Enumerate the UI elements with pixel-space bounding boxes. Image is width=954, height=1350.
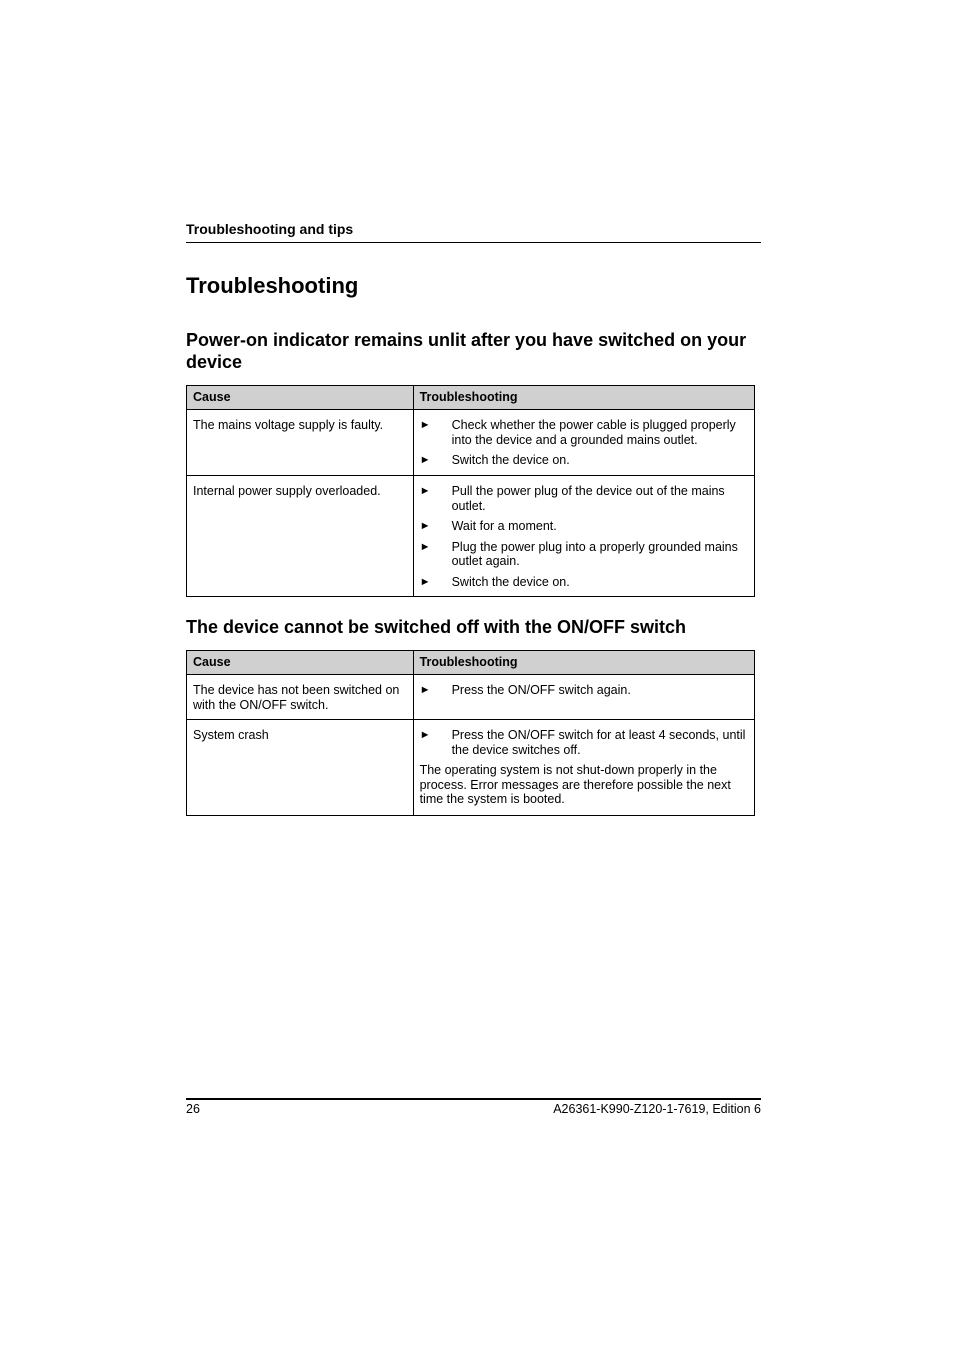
cause-cell: Internal power supply overloaded. xyxy=(187,476,414,597)
step-text: Press the ON/OFF switch for at least 4 seconds, until the device switches off. xyxy=(451,728,746,757)
note-text: The operating system is not shut-down properly in the process. Error messages are therefore possible the next time the system is booted. xyxy=(419,763,731,806)
table-header-row xyxy=(187,386,755,410)
step-item xyxy=(420,728,748,757)
steps-cell xyxy=(413,410,754,476)
running-footer xyxy=(186,1098,761,1116)
table-header-row xyxy=(187,651,755,675)
running-header: Troubleshooting and tips xyxy=(186,221,761,243)
arrow-bullet-icon: ► xyxy=(419,419,431,431)
table-row xyxy=(187,675,755,720)
column-header-cause: Cause xyxy=(187,386,414,410)
table-row xyxy=(187,476,755,597)
step-item xyxy=(420,519,748,534)
document-id: A26361-K990-Z120-1-7619, Edition 6 xyxy=(553,1102,761,1116)
cause-cell: The device has not been switched on with the ON/OFF switch. xyxy=(187,675,414,720)
step-item xyxy=(420,484,748,513)
steps-cell xyxy=(413,476,754,597)
step-item xyxy=(420,540,748,569)
troubleshooting-table-on-off-switch xyxy=(186,650,755,816)
steps-cell xyxy=(413,720,754,816)
arrow-bullet-icon: ► xyxy=(419,684,431,696)
section-title-on-off-switch: The device cannot be switched off with the ON/OFF switch xyxy=(186,617,687,637)
page-number: 26 xyxy=(186,1102,200,1116)
troubleshooting-table-power-on xyxy=(186,385,755,597)
table-row xyxy=(187,720,755,816)
arrow-bullet-icon: ► xyxy=(419,520,431,532)
step-text: Plug the power plug into a properly grounded mains outlet again. xyxy=(451,539,738,568)
steps-cell xyxy=(413,675,754,720)
step-text: Check whether the power cable is plugged properly into the device and a grounded mains outlet. xyxy=(451,418,736,447)
cause-cell: The mains voltage supply is faulty. xyxy=(187,410,414,476)
step-text: Switch the device on. xyxy=(451,574,570,589)
arrow-bullet-icon: ► xyxy=(419,454,431,466)
step-text: Pull the power plug of the device out of the mains outlet. xyxy=(451,484,725,513)
column-header-troubleshooting: Troubleshooting xyxy=(413,386,754,410)
column-header-cause: Cause xyxy=(187,651,414,675)
column-header-troubleshooting: Troubleshooting xyxy=(413,651,754,675)
arrow-bullet-icon: ► xyxy=(419,575,431,588)
arrow-bullet-icon: ► xyxy=(419,540,431,553)
step-text: Wait for a moment. xyxy=(451,519,557,533)
step-item xyxy=(420,453,748,468)
cause-cell: System crash xyxy=(187,720,414,816)
step-item xyxy=(420,575,748,590)
section-title-power-on: Power-on indicator remains unlit after you have switched on your device xyxy=(186,330,747,372)
step-item xyxy=(420,683,748,698)
step-text: Switch the device on. xyxy=(451,453,570,467)
table-row xyxy=(187,410,755,476)
page-title: Troubleshooting xyxy=(186,273,359,298)
arrow-bullet-icon: ► xyxy=(419,729,431,741)
step-item xyxy=(420,418,748,447)
step-text: Press the ON/OFF switch again. xyxy=(451,683,631,697)
arrow-bullet-icon: ► xyxy=(419,485,431,497)
